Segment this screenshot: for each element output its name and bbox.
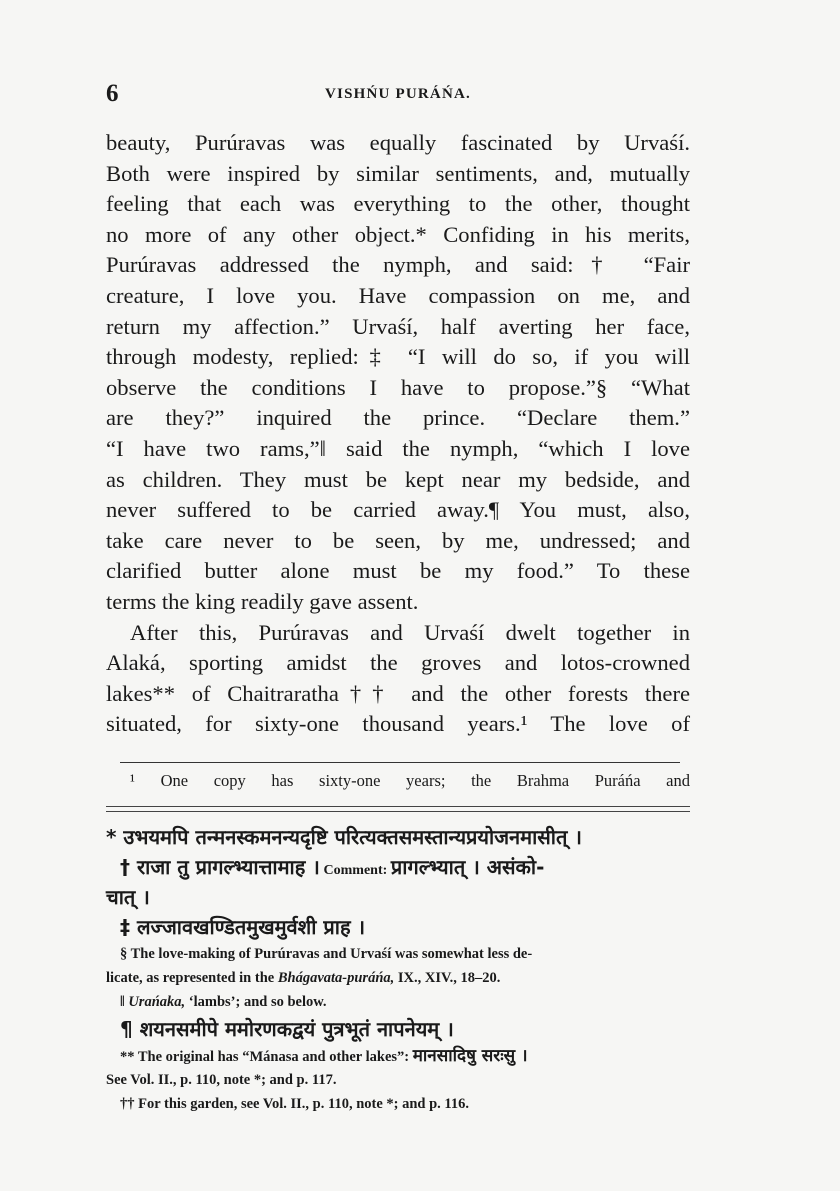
text-line: no more of any other object.* Confiding in his merits, <box>106 221 690 247</box>
notes-separator <box>106 806 690 812</box>
text-line: situated, for sixty-one thousand years.¹ The love of <box>106 711 690 737</box>
text-line: Alaká, sporting amidst the groves and lotos-crowned <box>106 650 690 676</box>
text-line: as children. They must be kept near my bedside, and <box>106 466 690 492</box>
note-pilcrow: ¶ शयनसमीपे ममोरणकद्वयं पुत्रभूतं नापनेयम् । <box>120 1017 454 1041</box>
text-line: clarified butter alone must be my food.” To these <box>106 558 690 584</box>
text-line: take care never to be seen, by me, undressed; and <box>106 527 690 553</box>
note-parallel: ‖ Urańaka, ‘lambs’; and so below. <box>120 994 327 1010</box>
footnote-separator <box>120 762 680 763</box>
text-line: Purúravas addressed the nymph, and said:† “Fair <box>106 252 690 278</box>
text-line: lakes** of Chaitraratha†† and the other forests there <box>106 680 690 706</box>
note-star: * उभयमपि तन्मनस्कमनन्यदृष्टि परित्यक्तसमस्तान्यप्रयोजनमासीत् । <box>106 825 582 849</box>
text-line: Both were inspired by similar sentiments, and, mutually <box>106 160 690 186</box>
text-line: return my affection.” Urvaśí, half averting her face, <box>106 313 690 339</box>
running-head <box>106 80 690 110</box>
paragraph-start-line: After this, Purúravas and Urvaśí dwelt together in <box>130 619 690 645</box>
text-line: terms the king readily gave assent. <box>106 588 419 614</box>
text-line: feeling that each was everything to the other, thought <box>106 191 690 217</box>
note-section-continued: licate, as represented in the Bhágavata-puráńa, IX., XIV., 18–20. <box>106 970 501 986</box>
main-text <box>106 128 690 740</box>
note-dagger: † राजा तु प्रागल्भ्यात्तामाह । Comment: प्रागल्भ्यात् । असंको- <box>120 855 545 879</box>
text-line: through modesty, replied:‡ “I will do so, if you will <box>106 344 690 370</box>
text-line: beauty, Purúravas was equally fascinated by Urvaśí. <box>106 130 690 155</box>
text-line: observe the conditions I have to propose.”§ “What <box>106 374 690 400</box>
note-double-dagger-2: †† For this garden, see Vol. II., p. 110, note *; and p. 116. <box>120 1096 469 1112</box>
running-title: VISHŃU PURÁŃA. <box>325 86 471 102</box>
translator-notes <box>106 822 696 1116</box>
note-section: § The love-making of Purúravas and Urvaśí was somewhat less de- <box>120 946 533 962</box>
footnote-1-text: ¹ One copy has sixty-one years; the Brahma Puráńa and <box>130 771 690 790</box>
footnote-1 <box>106 770 690 792</box>
note-double-dagger: ‡ लज्जावखण्डितमुखमुर्वशी प्राह । <box>120 915 366 939</box>
note-dagger-continued: चात् । <box>106 885 150 909</box>
text-line: “I have two rams,”‖ said the nymph, “which I love <box>106 435 690 461</box>
note-double-star: ** The original has “Mánasa and other lakes”: मानसादिषु सरःसु । <box>120 1046 528 1066</box>
text-line: are they?” inquired the prince. “Declare them.” <box>106 405 690 431</box>
text-line: creature, I love you. Have compassion on me, and <box>106 282 690 308</box>
text-line: never suffered to be carried away.¶ You must, also, <box>106 497 690 523</box>
note-see-vol: See Vol. II., p. 110, note *; and p. 117. <box>106 1072 337 1088</box>
page-number: 6 <box>106 80 119 107</box>
